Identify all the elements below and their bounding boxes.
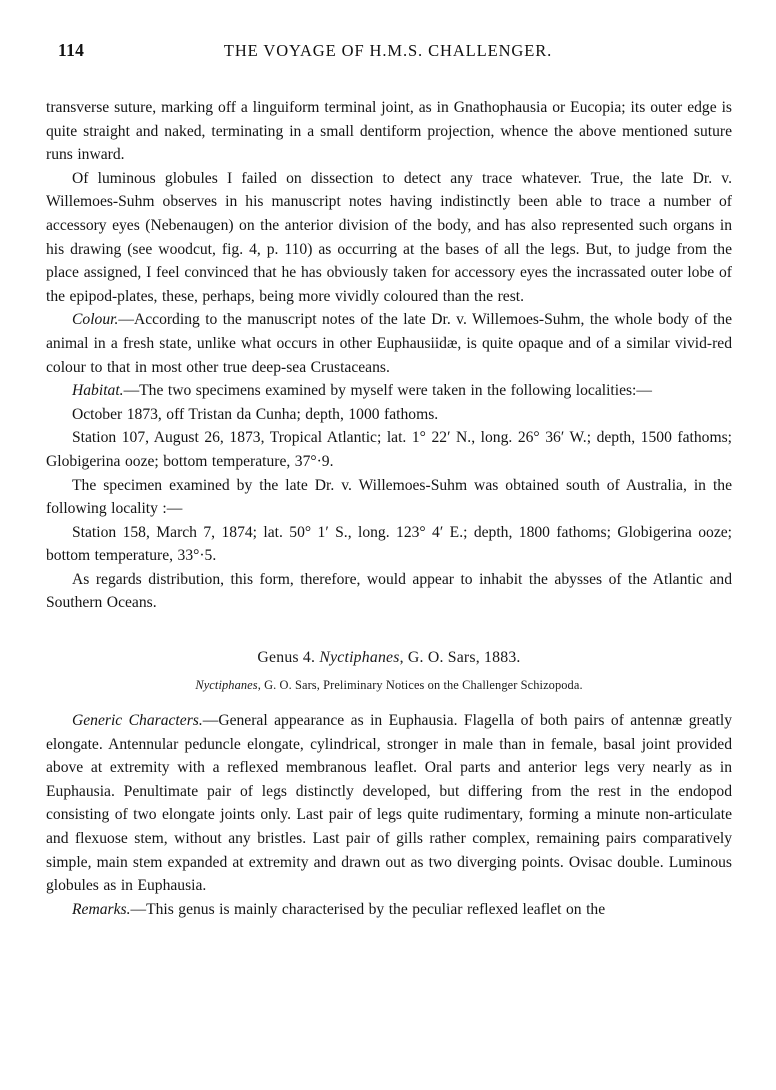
paragraph-transverse-suture bbox=[46, 96, 732, 167]
running-head: THE VOYAGE OF H.M.S. CHALLENGER. bbox=[223, 41, 553, 60]
genus-heading-prefix: Genus 4. bbox=[257, 649, 320, 667]
page-content bbox=[46, 96, 732, 921]
paragraph-text: —General appearance as in Euphausia. Flagella of both pairs of antennæ greatly elongate. Antennular peduncle elongate, cylindrical, stronger in male than in female, basal joint provided above at extremity with a reflexed membranous leaflet. Oral parts and anterior legs very nearly as in Euphausia. Penultimate pair of legs distinctly developed, but differing from the rest in the endopod consisting of two elongate joints only. Last pair of legs quite rudimentary, forming a minute non-articulate and flexuose stem, without any bristles. Last pair of gills rather complex, remaining pairs comparatively simple, main stem expanded at extremity and drawn out as two diverging points. Ovisac double. Luminous globules as in Euphausia. bbox=[46, 712, 733, 895]
paragraph-text: Station 158, March 7, 1874; lat. 50° 1′ S., long. 123° 4′ E.; depth, 1800 fathoms; Globigerina ooze; bottom temperature, 33°·5. bbox=[46, 523, 732, 565]
paragraph-text: Station 107, August 26, 1873, Tropical Atlantic; lat. 1° 22′ N., long. 26° 36′ W.; depth, 1500 fathoms; Globigerina ooze; bottom temperature, 37°·9. bbox=[46, 429, 732, 470]
genus-heading-name: Nyctiphanes bbox=[319, 649, 400, 667]
paragraph-text: As regards distribution, this form, therefore, would appear to inhabit the abysses of the Atlantic and Southern Oceans. bbox=[46, 570, 732, 612]
paragraph-willemoes-specimen bbox=[46, 474, 732, 521]
paragraph-luminous-globules bbox=[46, 167, 732, 309]
remarks-label: Remarks. bbox=[72, 900, 131, 918]
page-header bbox=[0, 40, 776, 80]
genus-subheading bbox=[46, 678, 732, 693]
paragraph-text: transverse suture, marking off a linguiform terminal joint, as in Gnathophausia or Eucopia; its outer edge is quite straight and naked, terminating in a small dentiform projection, whence the above mentioned suture runs inward. bbox=[46, 99, 732, 164]
genus-subheading-name: Nyctiphanes bbox=[195, 678, 258, 693]
paragraph-text: —According to the manuscript notes of the late Dr. v. Willemoes-Suhm, the whole body of the animal in a fresh state, unlike what occurs in other Euphausiidæ, is quite opaque and of a similar vivid-red colour to that in most other true deep-sea Crustaceans. bbox=[46, 311, 732, 376]
paragraph-text: —The two specimens examined by myself were taken in the following localities:— bbox=[123, 382, 652, 400]
genus-heading bbox=[46, 649, 732, 667]
paragraph-remarks bbox=[46, 898, 732, 922]
paragraph-distribution bbox=[46, 568, 732, 615]
paragraph-station-158 bbox=[46, 521, 732, 568]
paragraph-colour bbox=[46, 308, 732, 379]
habitat-label: Habitat. bbox=[72, 382, 124, 400]
document-page bbox=[0, 40, 776, 1090]
paragraph-text: October 1873, off Tristan da Cunha; depth, 1000 fathoms. bbox=[72, 405, 439, 423]
genus-heading-suffix: , G. O. Sars, 1883. bbox=[399, 649, 521, 667]
paragraph-generic-characters bbox=[46, 709, 732, 898]
paragraph-text: Of luminous globules I failed on dissection to detect any trace whatever. True, the late Dr. v. Willemoes-Suhm observes in his manuscript notes having indistinctly been able to trace a number of accessory eyes (Nebenaugen) on the anterior division of the body, and has also represented such organs in his drawing (see woodcut, fig. 4, p. 110) as occurring at the bases of all the legs. But, to judge from the place assigned, I feel convinced that he has obviously taken for accessory eyes the incrassated outer lobe of the epipod-plates, these, perhaps, being more vividly coloured than the rest. bbox=[46, 169, 732, 305]
paragraph-locality-tristan bbox=[46, 403, 732, 427]
paragraph-station-107 bbox=[46, 426, 732, 473]
paragraph-text: —This genus is mainly characterised by the peculiar reflexed leaflet on the bbox=[130, 900, 606, 918]
paragraph-text: The specimen examined by the late Dr. v. Willemoes-Suhm was obtained south of Australia, in the following locality :— bbox=[46, 476, 732, 518]
generic-characters-label: Generic Characters. bbox=[72, 712, 203, 730]
paragraph-habitat bbox=[46, 379, 732, 403]
colour-label: Colour. bbox=[72, 311, 119, 329]
page-number: 114 bbox=[58, 40, 85, 60]
genus-subheading-rest: , G. O. Sars, Preliminary Notices on the Challenger Schizopoda. bbox=[257, 678, 583, 693]
